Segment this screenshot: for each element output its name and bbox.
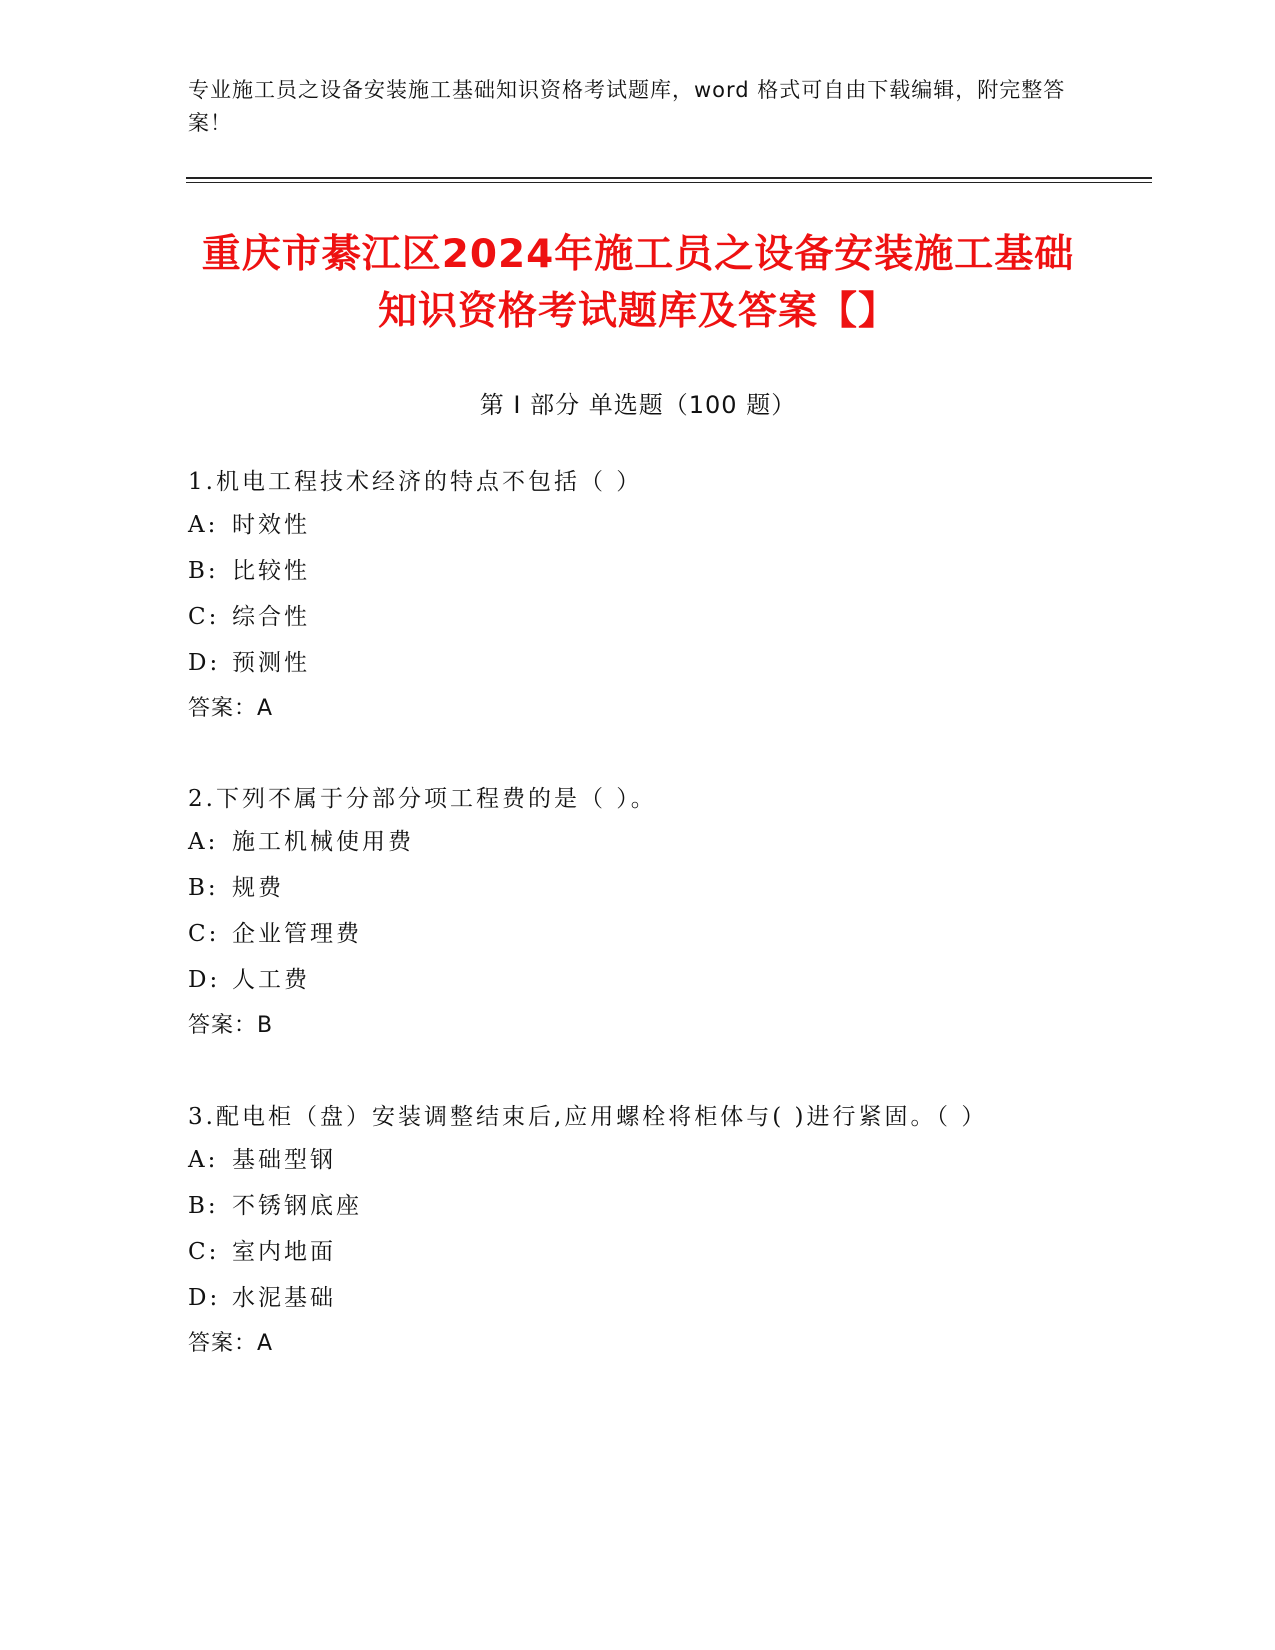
option-key: C: [188,1239,220,1265]
option-key: B: [188,1193,219,1219]
question-item [188,1097,1068,1367]
option-c [188,911,1068,957]
option-c [188,1229,1068,1275]
option-text: 综合性 [232,604,310,630]
question-stem: 1.机电工程技术经济的特点不包括（ ） [188,469,643,495]
header-note: 专业施工员之设备安装施工基础知识资格考试题库，word 格式可自由下载编辑，附完整答案！ [188,78,1066,135]
option-text: 预测性 [232,650,310,676]
option-text: 不锈钢底座 [232,1193,362,1219]
option-b [188,1183,1068,1229]
answer-line: 答案：B [188,1013,274,1038]
option-key: B: [188,875,219,901]
option-text: 比较性 [232,558,310,584]
option-b [188,548,1068,594]
option-key: C: [188,921,220,947]
header-divider-thin [186,182,1152,183]
option-key: B: [188,558,219,584]
option-c [188,594,1068,640]
option-text: 人工费 [232,967,310,993]
option-text: 时效性 [232,512,310,538]
answer-line: 答案：A [188,1331,274,1356]
option-text: 水泥基础 [232,1285,336,1311]
header-divider [186,177,1152,179]
question-item [188,462,1068,732]
question-stem: 2.下列不属于分部分项工程费的是（ ）。 [188,786,657,812]
option-key: A: [188,1147,219,1173]
option-text: 施工机械使用费 [232,829,414,855]
section-heading: 第 I 部分 单选题（100 题） [479,391,797,419]
option-a [188,502,1068,548]
option-d [188,957,1068,1003]
option-a [188,1137,1068,1183]
question-item [188,779,1068,1049]
option-b [188,865,1068,911]
option-key: D: [188,967,221,993]
option-d [188,1275,1068,1321]
answer-line: 答案：A [188,696,274,721]
option-key: A: [188,512,219,538]
option-key: A: [188,829,219,855]
option-key: D: [188,650,221,676]
option-key: D: [188,1285,221,1311]
option-d [188,640,1068,686]
option-key: C: [188,604,220,630]
option-text: 基础型钢 [232,1147,336,1173]
option-text: 规费 [232,875,284,901]
question-stem: 3.配电柜（盘）安装调整结束后,应用螺栓将柜体与( )进行紧固。（ ） [188,1104,988,1130]
option-a [188,819,1068,865]
option-text: 企业管理费 [232,921,362,947]
document-title: 重庆市綦江区2024年施工员之设备安装施工基础知识资格考试题库及答案【】 [201,232,1075,334]
option-text: 室内地面 [232,1239,336,1265]
